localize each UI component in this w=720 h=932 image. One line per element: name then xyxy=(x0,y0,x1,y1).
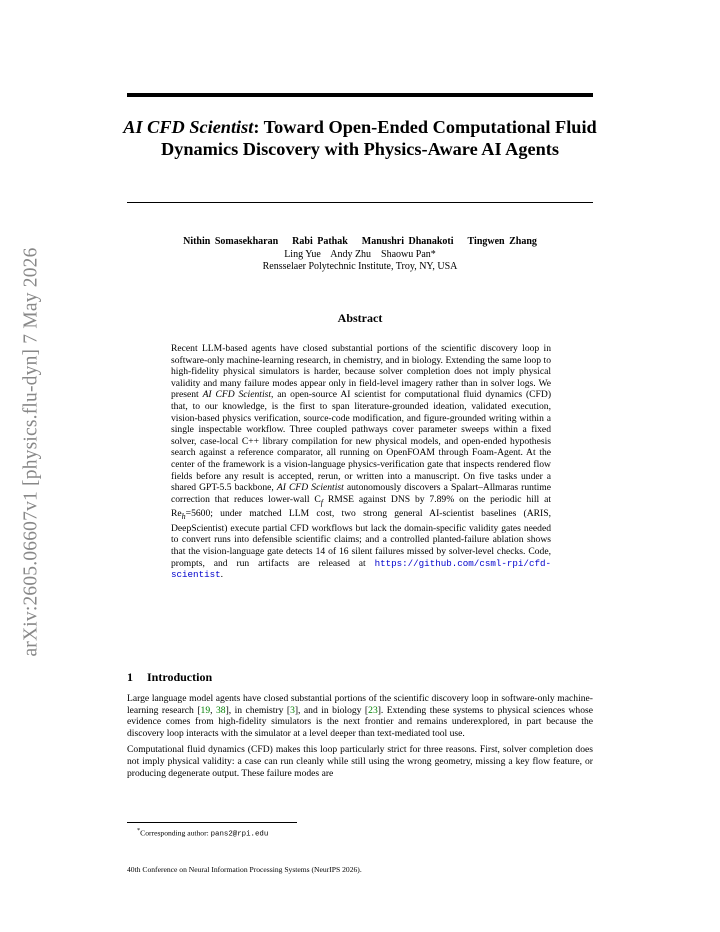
system-name: AI CFD Scientist xyxy=(202,389,272,401)
system-name: AI CFD Scientist xyxy=(276,482,344,494)
section-heading-introduction xyxy=(127,670,593,685)
author-name: Nithin Somasekharan xyxy=(183,236,279,247)
title-system-name: AI CFD Scientist xyxy=(123,117,254,137)
author-name: Tingwen Zhang xyxy=(467,236,537,247)
title-rule-bottom xyxy=(127,202,593,203)
paper-title xyxy=(120,116,600,160)
abstract-heading: Abstract xyxy=(337,311,383,325)
section-title: Introduction xyxy=(147,670,213,684)
author-name: Manushri Dhanakoti xyxy=(361,236,454,247)
section-number: 1 xyxy=(127,670,133,684)
corresponding-email: pans2@rpi.edu xyxy=(210,830,269,839)
citation-link[interactable]: 19 xyxy=(200,704,211,716)
author-line-1 xyxy=(120,236,600,249)
author-block xyxy=(120,236,600,274)
citation-link[interactable]: 3 xyxy=(290,704,295,716)
footnote-rule xyxy=(127,822,297,823)
conference-note: 40th Conference on Neural Information Processing Systems (NeurIPS 2026). xyxy=(127,865,362,874)
paragraph: Large language model agents have closed substantial portions of the scientific discovery loop in software-only machine-learning research [19, 38], in chemistry [3], and in biology [23]. Extending these systems to physical sciences whose evidence comes from high-fidelity simulators is the next frontier and remains underexplored, in part because the discovery loop interacts with the simulator at a level deeper than text-mediated tool use. xyxy=(127,693,594,739)
title-rest: : Toward Open-Ended Computational Fluid Dynamics Discovery with Physics-Aware AI Agents xyxy=(161,117,597,159)
footnote-marker: * xyxy=(137,827,141,834)
paragraph: Computational fluid dynamics (CFD) makes this loop particularly strict for three reasons. First, solver completion does not imply physical validity: a case can run cleanly while still using the wrong geometry, missing a key flow feature, or producing degenerate output. These failure modes are xyxy=(127,744,593,779)
arxiv-side-stamp: arXiv:2605.06607v1 [physics.flu-dyn] 7 May 2026 xyxy=(21,247,43,657)
citation-link[interactable]: 23 xyxy=(368,704,378,716)
affiliation: Rensselaer Polytechnic Institute, Troy, NY, USA xyxy=(262,261,458,272)
footnote: *Corresponding author: pans2@rpi.edu xyxy=(137,827,269,839)
author-name: Rabi Pathak xyxy=(292,236,348,247)
title-rule-top xyxy=(127,93,593,97)
abstract-text: Recent LLM-based agents have closed substantial portions of the scientific discovery loop in software-only machine-learning research, in chemistry, and in biology. Extending the same loop to high-fidelity physical simulators is harder, because solver completion does not imply physical validity and many failure modes appear only in field-level imagery rather than in solver logs. We present AI CFD Scientist, an open-source AI scientist for computational fluid dynamics (CFD) that, to our knowledge, is the first to span literature-grounded ideation, validated execution, vision-based physics verification, source-code modification, and figure-grounded writing within a single inspectable workflow. Three coupled pathways cover parameter sweeps within a fixed solver, case-local C++ library compilation for new physical models, and open-ended hypothesis search against a reference comparator, all running on OpenFOAM through Foam-Agent. At the center of the framework is a vision-language physics-verification gate that inspects rendered flow fields before any result is accepted, rerun, or written into a manuscript. On five tasks under a shared GPT-5.5 backbone, AI CFD Scientist autonomously discovers a Spalart–Allmaras runtime correction that reduces lower-wall $C_f$ RMSE against DNS by 7.89% on the periodic hill at $Re_h=5600$; under matched LLM cost, two strong general AI-scientist baselines (ARIS, DeepScientist) execute partial CFD workflows but lack the domain-specific validity gates needed to convert runs into defensible scientific claims; and a controlled planted-failure ablation shows that the vision-language gate detects 14 of 16 silent failures missed by solver-level checks. Code, prompts, and run artifacts are released at https://github.com/csml-rpi/cfd-scientist. xyxy=(171,343,552,581)
code-repository-link[interactable]: https://github.com/csml-rpi/cfd-scientist xyxy=(171,557,551,581)
author-line-2: Ling Yue Andy Zhu Shaowu Pan* xyxy=(284,248,436,260)
introduction-body xyxy=(127,693,593,784)
citation-link[interactable]: 38 xyxy=(215,704,226,716)
